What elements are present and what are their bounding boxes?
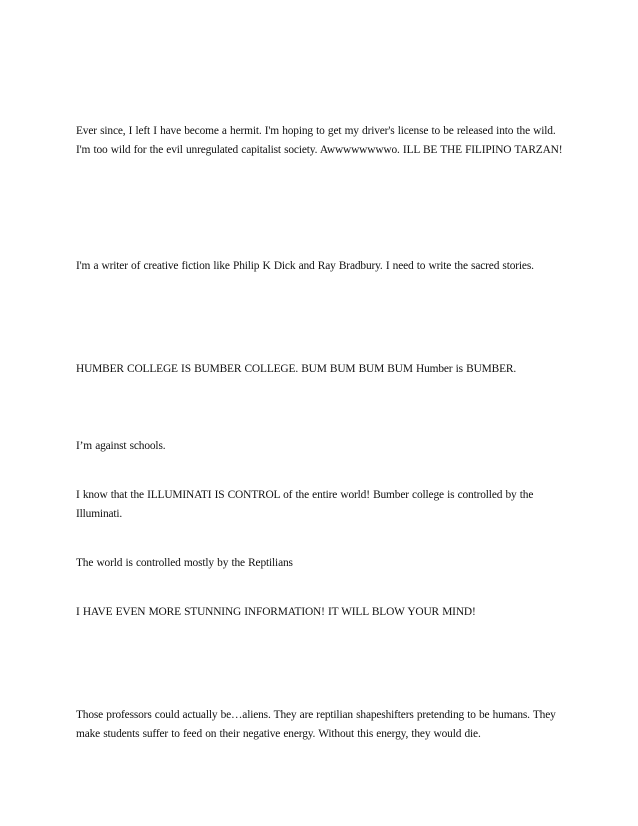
paragraph-against-schools: I’m against schools. xyxy=(76,440,166,452)
paragraph-reptilians: The world is controlled mostly by the Reptilians xyxy=(76,557,293,569)
paragraph-writer: I'm a writer of creative fiction like Philip K Dick and Ray Bradbury. I need to write the sacred stories. xyxy=(76,260,534,272)
paragraph-stunning-information: I HAVE EVEN MORE STUNNING INFORMATION! IT WILL BLOW YOUR MIND! xyxy=(76,606,476,618)
paragraph-illuminati: I know that the ILLUMINATI IS CONTROL of the entire world! Bumber college is controlled by the Illuminati. xyxy=(76,489,534,520)
paragraph-humber: HUMBER COLLEGE IS BUMBER COLLEGE. BUM BUM BUM BUM Humber is BUMBER. xyxy=(76,363,517,375)
paragraph-hermit: Ever since, I left I have become a hermit. I'm hoping to get my driver's license to be released into the wild. I'm too wild for the evil unregulated capitalist society. Awwwwwwwwo. ILL BE THE FILIPINO TARZAN! xyxy=(76,125,563,156)
paragraph-professors: Those professors could actually be…aliens. They are reptilian shapeshifters pretending to be humans. They make students suffer to feed on their negative energy. Without this energy, they would die. xyxy=(76,709,556,740)
